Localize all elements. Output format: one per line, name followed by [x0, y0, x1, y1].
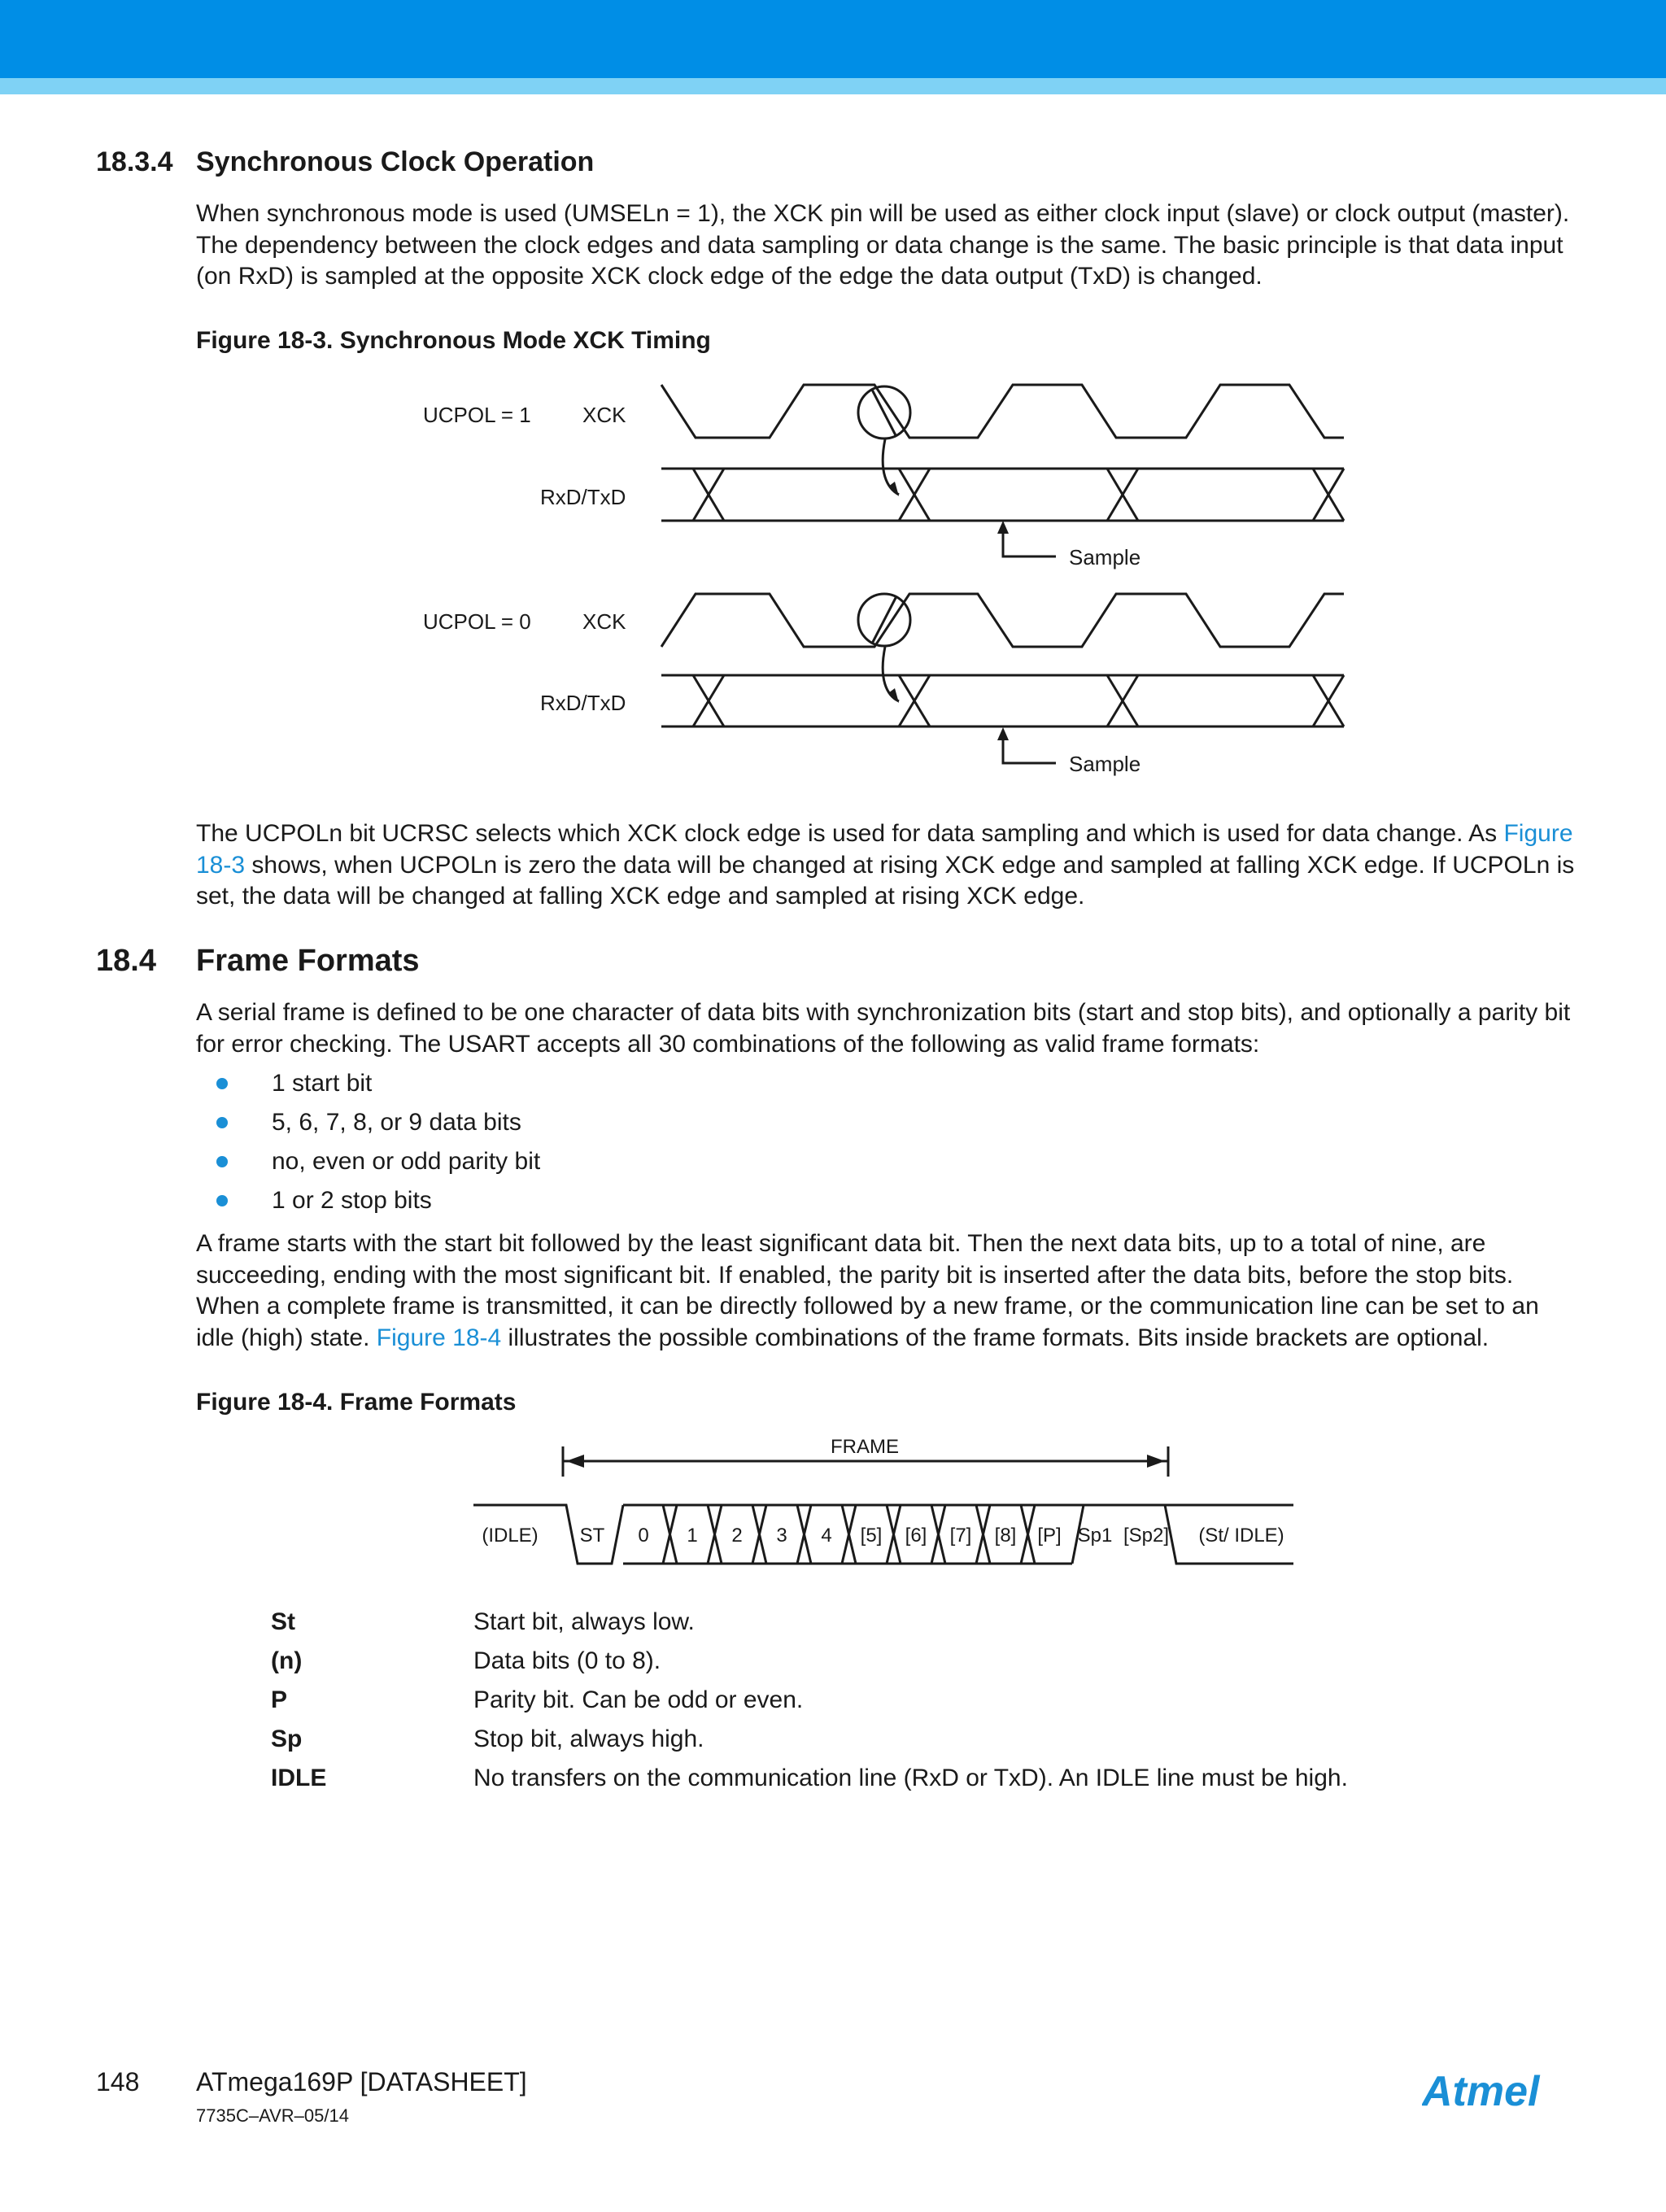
bit-2: 2: [731, 1525, 743, 1547]
bit-st: ST: [579, 1525, 605, 1547]
section-number: 18.4: [96, 944, 156, 978]
legend-term: IDLE: [271, 1765, 327, 1791]
list-item: [196, 1103, 540, 1142]
list-item-text: 5, 6, 7, 8, or 9 data bits: [272, 1109, 521, 1136]
section-heading-18-4: [96, 944, 420, 979]
legend-definition: Stop bit, always high.: [473, 1726, 704, 1752]
data-label-ucpol1: RxD/TxD: [540, 485, 626, 509]
logo-text: Atmel: [1422, 2068, 1540, 2115]
frame-intro-paragraph: A serial frame is defined to be one character of data bits with synchronization bits (start and stop bits), and optionally a parity bit for error checking. The USART accepts all 30 combinations of the following as valid frame formats:: [196, 999, 1571, 1058]
legend-term: (n): [271, 1647, 303, 1674]
ucpol-text-2: shows, when UCPOLn is zero the data will be changed at rising XCK edge and sampled at falling XCK edge. If UCPOLn is set, the data will be changed at falling XCK edge and sampled at rising XCK edge.: [196, 851, 1575, 910]
idle-label: (IDLE): [482, 1525, 539, 1547]
figure-18-4-link[interactable]: Figure 18-4: [376, 1324, 502, 1351]
legend-row: [271, 1681, 1572, 1720]
bit-sp2: [Sp2]: [1123, 1525, 1170, 1547]
section-title: Frame Formats: [196, 944, 420, 978]
data-bus-ucpol1: [661, 469, 1344, 521]
page-number: 148: [96, 2067, 140, 2096]
frame-text-1: A frame starts with the start bit followed by the least significant data bit. Then the next data bits, up to a total of nine, are succeeding, ending with the most significant bit. If enabled, the parity bit is inserted after the data bits, before the stop bits. When a complete frame is transmitted, it can be directly followed by a new frame, or the communication line can be set to an idle (high) state.: [196, 1230, 1539, 1351]
clock-label-ucpol1: XCK: [582, 403, 626, 427]
data-bus-ucpol0: [661, 675, 1344, 726]
list-item: [196, 1142, 540, 1181]
list-item-text: 1 start bit: [272, 1070, 373, 1097]
sample-arrow-ucpol0: [1003, 734, 1056, 763]
bit-crossings: [663, 1505, 1035, 1564]
sync-clock-paragraph: When synchronous mode is used (UMSELn = 1), the XCK pin will be used as either clock input (slave) or clock output (master). The dependency between the clock edges and data sampling or data change is the same. The basic principle is that data input (on RxD) is sampled at the opposite XCK clock edge of the edge the data output (TxD) is changed.: [196, 200, 1570, 290]
figure-18-3-link[interactable]: Figure 18-3: [196, 820, 1573, 879]
frame-text-2: illustrates the possible combinations of the frame formats. Bits inside brackets are optional.: [501, 1324, 1489, 1351]
list-item-text: 1 or 2 stop bits: [272, 1187, 432, 1214]
xck-waveform-ucpol0: [661, 594, 1344, 647]
bit-3: 3: [776, 1525, 787, 1547]
legend-term: Sp: [271, 1726, 303, 1752]
bit-0: 0: [638, 1525, 649, 1547]
frame-format-list: [196, 1064, 540, 1220]
bit-4: 4: [821, 1525, 832, 1547]
section-number: 18.3.4: [96, 146, 173, 177]
legend-row: [271, 1603, 1572, 1642]
frame-description-paragraph: [196, 1228, 1579, 1354]
legend-term: P: [271, 1686, 288, 1713]
bit-7: [7]: [949, 1525, 972, 1547]
bullet-icon: [216, 1117, 228, 1128]
sample-label-ucpol0: Sample: [1069, 752, 1141, 776]
bullet-icon: [216, 1078, 228, 1089]
ucpol-text-1: The UCPOLn bit UCRSC selects which XCK clock edge is used for data sampling and which is used for data change. As: [196, 820, 1504, 847]
end-idle-label: (St/ IDLE): [1198, 1525, 1284, 1547]
list-item: [196, 1181, 540, 1220]
bit-1: 1: [687, 1525, 698, 1547]
bit-6: [6]: [905, 1525, 927, 1547]
legend-row: [271, 1642, 1572, 1681]
legend-definition: Data bits (0 to 8).: [473, 1647, 661, 1674]
document-id: 7735C–AVR–05/14: [196, 2105, 349, 2126]
bit-8: [8]: [994, 1525, 1017, 1547]
legend-definition: No transfers on the communication line (RxD or TxD). An IDLE line must be high.: [473, 1765, 1348, 1791]
xck-waveform-ucpol1: [661, 385, 1344, 438]
list-item-text: no, even or odd parity bit: [272, 1148, 541, 1175]
figure-18-3-caption: Figure 18-3. Synchronous Mode XCK Timing: [196, 327, 711, 354]
atmel-logo: [1422, 2066, 1577, 2115]
section-title: Synchronous Clock Operation: [196, 146, 595, 177]
figure-18-4-caption: Figure 18-4. Frame Formats: [196, 1389, 517, 1416]
legend-definition: Parity bit. Can be odd or even.: [473, 1686, 804, 1713]
legend-definition: Start bit, always low.: [473, 1608, 695, 1635]
sample-arrow-ucpol1: [1003, 527, 1056, 556]
frame-legend: [271, 1603, 1572, 1798]
bullet-icon: [216, 1156, 228, 1167]
data-label-ucpol0: RxD/TxD: [540, 691, 626, 715]
bullet-icon: [216, 1195, 228, 1206]
bit-5: [5]: [860, 1525, 883, 1547]
bit-parity: [P]: [1037, 1525, 1062, 1547]
ucpol-paragraph: [196, 818, 1579, 913]
clock-label-ucpol0: XCK: [582, 609, 626, 634]
list-item: [196, 1064, 540, 1103]
document-title: ATmega169P [DATASHEET]: [196, 2067, 527, 2096]
legend-row: [271, 1720, 1572, 1759]
sample-label-ucpol1: Sample: [1069, 545, 1141, 569]
bit-sp1: Sp1: [1077, 1525, 1113, 1547]
mode-label-ucpol1: UCPOL = 1: [423, 403, 531, 427]
frame-label: FRAME: [831, 1436, 899, 1458]
mode-label-ucpol0: UCPOL = 0: [423, 609, 531, 634]
legend-term: St: [271, 1608, 295, 1635]
legend-row: [271, 1759, 1572, 1798]
